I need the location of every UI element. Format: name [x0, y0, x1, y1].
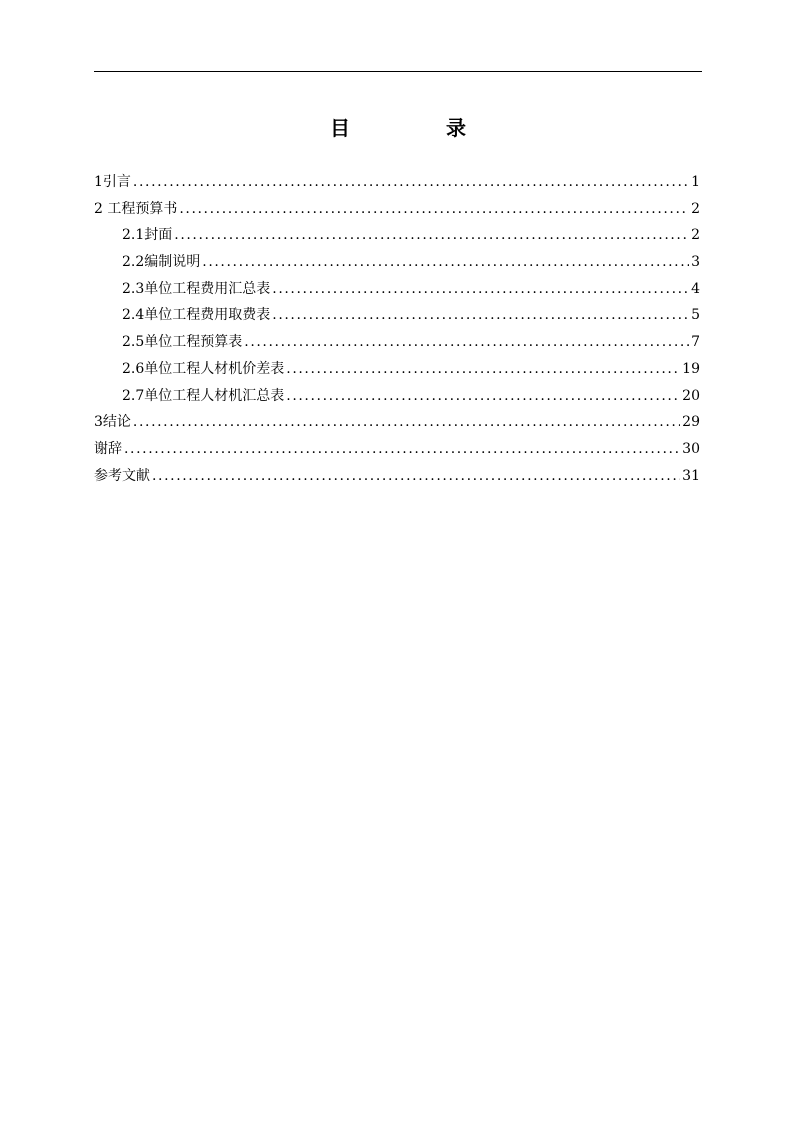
toc-page-number: 20: [682, 387, 700, 404]
toc-page-number: 29: [682, 414, 700, 431]
toc-entry[interactable]: [94, 249, 700, 276]
toc-entry-label: 2 工程预算书: [94, 200, 178, 217]
toc-page-number: 3: [691, 254, 700, 271]
toc-entry-label: 2.4单位工程费用取费表: [122, 307, 271, 324]
toc-entry-label: 2.5单位工程预算表: [122, 334, 243, 351]
toc-page-number: 4: [691, 280, 700, 297]
toc-page-number: 7: [691, 334, 700, 351]
toc-page-number: 2: [691, 227, 700, 244]
toc-entry-label: 2.6单位工程人材机价差表: [122, 360, 285, 377]
toc-entry[interactable]: [94, 276, 700, 303]
toc-entry-label: 2.1封面: [122, 227, 173, 244]
toc-dot-leader: [286, 356, 680, 383]
toc-dot-leader: [174, 222, 689, 249]
toc-dot-leader: [133, 409, 680, 436]
toc-dot-leader: [152, 463, 680, 490]
toc-entry[interactable]: [94, 436, 700, 463]
toc-entry[interactable]: [94, 196, 700, 223]
toc-entry[interactable]: [94, 409, 700, 436]
toc-dot-leader: [133, 169, 689, 196]
toc-entry-label: 参考文献: [94, 467, 150, 484]
toc-entry[interactable]: [94, 329, 700, 356]
toc-entry-label: 谢辞: [94, 440, 122, 457]
toc-dot-leader: [286, 383, 680, 410]
toc-entry-label: 2.3单位工程费用汇总表: [122, 280, 271, 297]
toc-dot-leader: [202, 249, 689, 276]
toc-page-number: 2: [691, 200, 700, 217]
toc-dot-leader: [179, 196, 689, 223]
toc-entry[interactable]: [94, 222, 700, 249]
toc-entry[interactable]: [94, 463, 700, 490]
toc-dot-leader: [272, 276, 689, 303]
header-rule: [94, 71, 702, 72]
toc-entry[interactable]: [94, 169, 700, 196]
toc-title: 目 录: [330, 116, 504, 140]
toc-page-number: 5: [691, 307, 700, 324]
toc-entry-label: 1引言: [94, 174, 131, 190]
toc-entry-label: 2.2编制说明: [122, 254, 201, 271]
toc-entry[interactable]: [94, 383, 700, 410]
toc-dot-leader: [124, 436, 680, 463]
table-of-contents: [94, 169, 700, 489]
toc-page-number: 30: [682, 440, 700, 457]
toc-page-number: 31: [682, 467, 700, 484]
toc-entry-label: 3结论: [94, 414, 131, 431]
toc-page-number: 1: [691, 174, 700, 190]
toc-page-number: 19: [682, 360, 700, 377]
toc-entry[interactable]: [94, 356, 700, 383]
toc-dot-leader: [272, 302, 689, 329]
toc-entry-label: 2.7单位工程人材机汇总表: [122, 387, 285, 404]
toc-dot-leader: [244, 329, 689, 356]
toc-entry[interactable]: [94, 302, 700, 329]
